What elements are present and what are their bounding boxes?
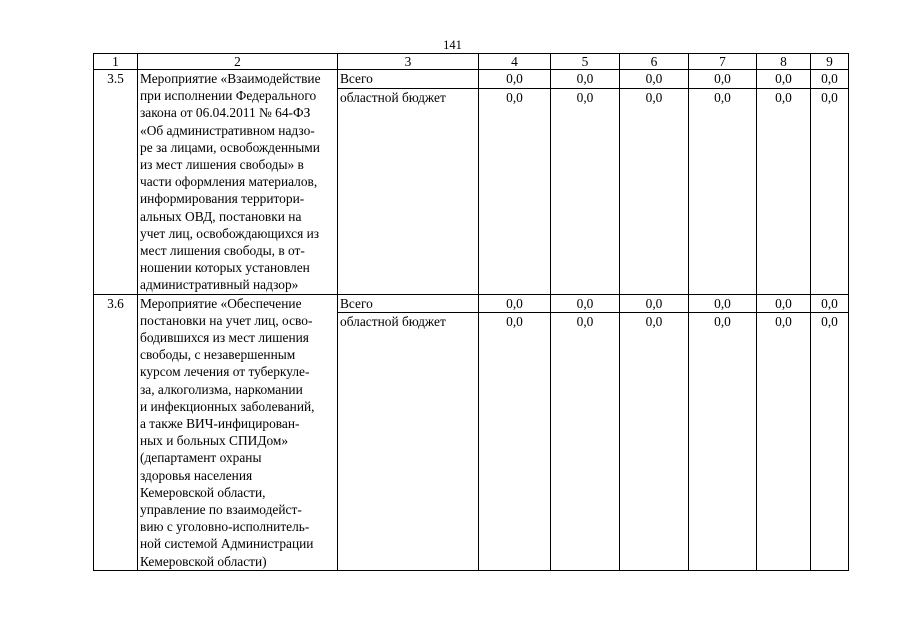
- value-cell: 0,0: [689, 89, 757, 295]
- measure-name-line: управление по взаимодейст-: [140, 502, 302, 518]
- value-cell: 0,0: [551, 89, 620, 295]
- measure-name-line: за, алкоголизма, наркомании: [140, 381, 303, 397]
- row-number: 3.6: [94, 294, 138, 570]
- column-header: 5: [551, 54, 620, 70]
- column-header: 2: [138, 54, 338, 70]
- measure-name-line: здоровья населения: [140, 467, 253, 483]
- measure-name-line: ных и больных СПИДом»: [140, 433, 289, 449]
- value-cell: 0,0: [620, 312, 689, 570]
- column-header: 8: [757, 54, 811, 70]
- measure-name-line: и инфекционных заболеваний,: [140, 398, 315, 414]
- value-cell: 0,0: [551, 70, 620, 89]
- measure-name-line: свободы, с незавершенным: [140, 347, 296, 363]
- measure-name-line: альных ОВД, постановки на: [140, 208, 302, 224]
- column-header: 9: [811, 54, 849, 70]
- measure-name-line: ре за лицами, освобожденными: [140, 139, 320, 155]
- funding-source: Всего: [338, 70, 479, 89]
- measure-name: [138, 294, 338, 570]
- column-header: 7: [689, 54, 757, 70]
- value-cell: 0,0: [811, 312, 849, 570]
- table-row: [94, 70, 849, 89]
- value-cell: 0,0: [620, 70, 689, 89]
- measure-name-line: Мероприятие «Обеспечение: [140, 295, 302, 311]
- measure-name-line: ной системой Администрации: [140, 536, 314, 552]
- measure-name-line: Кемеровской области,: [140, 484, 266, 500]
- measure-name-line: а также ВИЧ-инфицирован-: [140, 416, 300, 432]
- measure-name-line: вию с уголовно-исполнитель-: [140, 519, 310, 535]
- value-cell: 0,0: [479, 89, 551, 295]
- funding-source: Всего: [338, 294, 479, 312]
- measure-name-line: из мест лишения свободы» в: [140, 157, 304, 173]
- value-cell: 0,0: [689, 294, 757, 312]
- row-number: 3.5: [94, 70, 138, 295]
- measure-name-line: закона от 06.04.2011 № 64-ФЗ: [140, 105, 311, 121]
- value-cell: 0,0: [757, 294, 811, 312]
- column-header: 1: [94, 54, 138, 70]
- measure-name-line: части оформления материалов,: [140, 174, 318, 190]
- measure-name-line: мест лишения свободы, в от-: [140, 243, 305, 259]
- measure-name-line: курсом лечения от туберкуле-: [140, 364, 310, 380]
- funding-source: областной бюджет: [338, 312, 479, 570]
- measure-name-line: «Об административном надзо-: [140, 122, 315, 138]
- measure-name-line: информирования территори-: [140, 191, 305, 207]
- value-cell: 0,0: [479, 70, 551, 89]
- funding-source: областной бюджет: [338, 89, 479, 295]
- measure-name-line: административный надзор»: [140, 277, 299, 293]
- value-cell: 0,0: [757, 312, 811, 570]
- measure-name-line: учет лиц, освобождающихся из: [140, 225, 320, 241]
- measure-name-line: при исполнении Федерального: [140, 88, 317, 104]
- value-cell: 0,0: [689, 70, 757, 89]
- value-cell: 0,0: [479, 312, 551, 570]
- value-cell: 0,0: [811, 70, 849, 89]
- measure-name-line: ношении которых установлен: [140, 260, 310, 276]
- budget-table: [93, 53, 849, 571]
- measure-name-line: постановки на учет лиц, осво-: [140, 312, 313, 328]
- value-cell: 0,0: [757, 70, 811, 89]
- header-row: [94, 54, 849, 70]
- value-cell: 0,0: [689, 312, 757, 570]
- value-cell: 0,0: [757, 89, 811, 295]
- value-cell: 0,0: [811, 89, 849, 295]
- measure-name-line: Мероприятие «Взаимодействие: [140, 71, 321, 86]
- value-cell: 0,0: [811, 294, 849, 312]
- measure-name-line: (департамент охраны: [140, 450, 262, 466]
- column-header: 6: [620, 54, 689, 70]
- measure-name-line: Кемеровской области): [140, 553, 267, 569]
- measure-name-line: бодившихся из мест лишения: [140, 330, 309, 346]
- column-header: 3: [338, 54, 479, 70]
- value-cell: 0,0: [620, 89, 689, 295]
- page-number: 141: [443, 38, 462, 52]
- measure-name: [138, 70, 338, 295]
- table-row: [94, 294, 849, 312]
- value-cell: 0,0: [551, 312, 620, 570]
- column-header: 4: [479, 54, 551, 70]
- value-cell: 0,0: [620, 294, 689, 312]
- value-cell: 0,0: [479, 294, 551, 312]
- value-cell: 0,0: [551, 294, 620, 312]
